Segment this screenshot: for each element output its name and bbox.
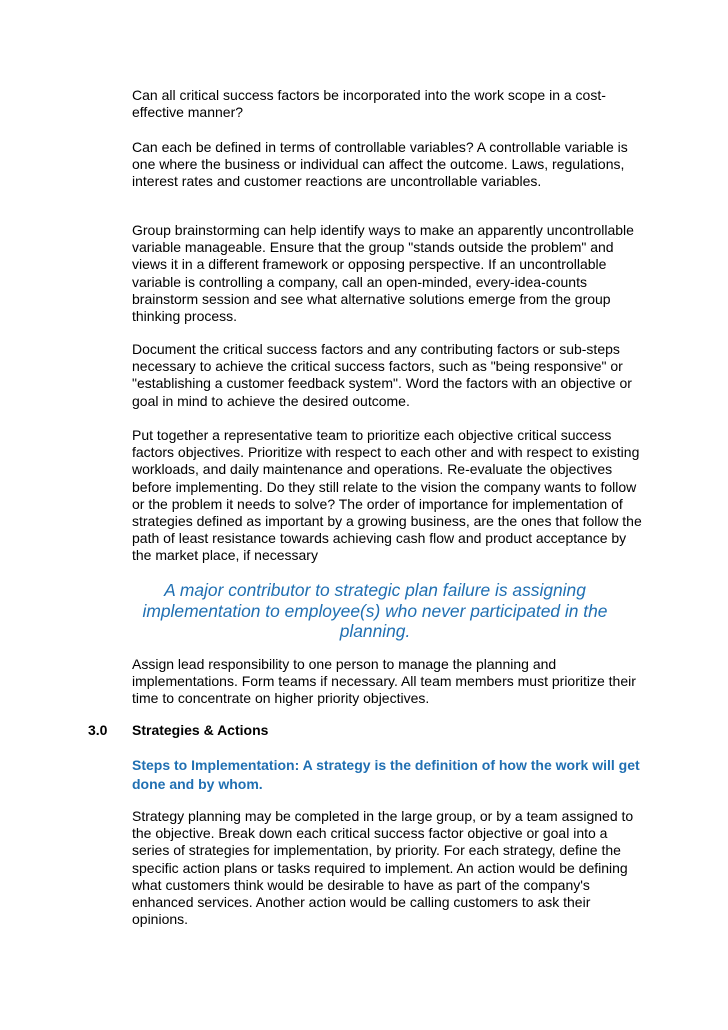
paragraph-document-factors: Document the critical success factors and any contributing factors or sub-steps necessary to achieve the critical success factors, such as "being responsive" or "establishing a customer feedback system". Word the factors with an objective or goal in mind to achieve the desired outcome. <box>132 341 632 409</box>
paragraph-lead-responsibility: Assign lead responsibility to one person to manage the planning and implementations. Form teams if necessary. All team members must prioritize their time to concentrate on higher priority objectives. <box>132 656 636 707</box>
paragraph-representative-team: Put together a representative team to prioritize each objective critical success factors objectives. Prioritize with respect to each other and with respect to existing workloads, and daily maintenance and operations. Re-evaluate the objectives before implementing. Do they still relate to the vision the company wants to follow or the problem it needs to solve? The order of importance for implementation of strategies defined as important by a growing business, are the ones that follow the path of least resistance towards achieving cash flow and product acceptance by the market place, if necessary <box>132 427 642 564</box>
paragraph-group-brainstorming: Group brainstorming can help identify ways to make an apparently uncontrollable variable manageable. Ensure that the group "stands outside the problem" and views it in a different framework or opposing perspective. If an uncontrollable variable is controlling a company, call an open-minded, every-idea-counts brainstorm session and see what alternative solutions emerge from the group thinking process. <box>132 222 634 325</box>
paragraph-cost-effective: Can all critical success factors be incorporated into the work scope in a cost-effective manner? <box>132 87 606 121</box>
section-number: 3.0 <box>88 722 108 738</box>
section-subheading: Steps to Implementation: A strategy is the definition of how the work will get done and by whom. <box>132 757 640 792</box>
paragraph-strategy-planning: Strategy planning may be completed in the large group, or by a team assigned to the objective. Break down each critical success factor objective or goal into a series of strategies for implementation, by priority. For each strategy, define the specific action plans or tasks required to implement. An action would be defining what customers think would be desirable to have as part of the company's enhanced services. Another action would be calling customers to ask their opinions. <box>132 808 634 928</box>
section-title: Strategies & Actions <box>132 722 269 738</box>
paragraph-controllable-variables: Can each be defined in terms of controllable variables? A controllable variable is one where the business or individual can affect the outcome. Laws, regulations, interest rates and customer reactions are uncontrollable variables. <box>132 139 628 190</box>
callout-quote: A major contributor to strategic plan failure is assigning implementation to employee(s) who never participated in the planning. <box>142 580 608 641</box>
